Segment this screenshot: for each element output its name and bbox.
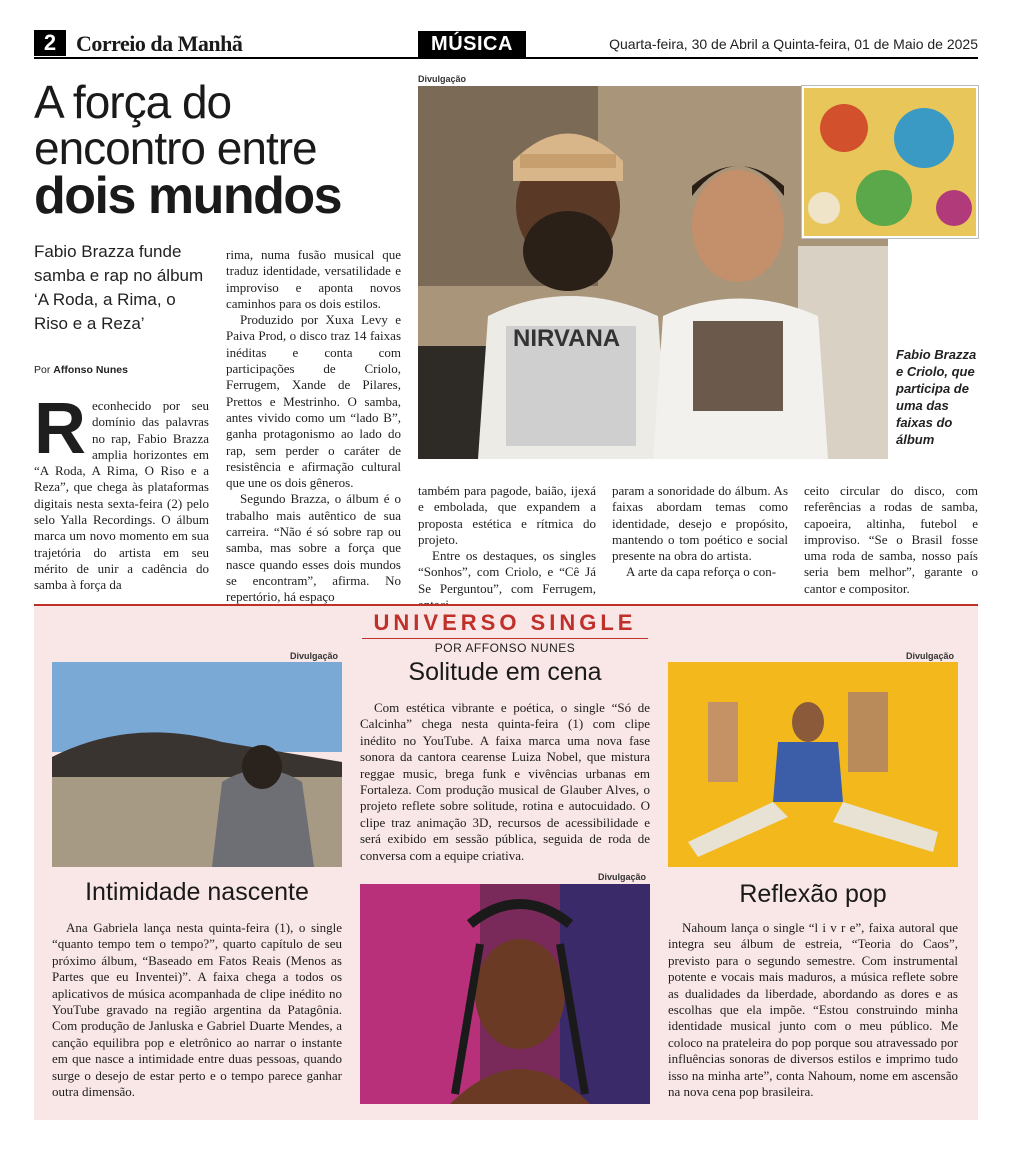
article-column-3 — [418, 483, 596, 613]
header-rule — [34, 57, 978, 59]
svg-text:NIRVANA: NIRVANA — [513, 325, 621, 352]
center-story-paragraph: Com estética vibrante e poética, o single “Só de Calcinha” chega nesta quinta-feira (1) com clipe inédito no YouTube. A faixa marca uma nova fase sonora da cantora cearense Luiza Nobel, que mistura reggae music, brega funk e vivências urbanas em Fortaleza. Com produção musical de Glauber Alves, o projeto reflete sobre solitude, rotina e autocuidado. O clipe traz animação 3D, recursos de acessibilidade e será exibido em sessão pública, seguida de roda de conversa com a equipe criativa. — [360, 700, 650, 863]
left-story-paragraph: Ana Gabriela lança nesta quinta-feira (1), o single “quanto tempo tem o tempo?”, quarto capítulo de seu próximo álbum, “Baseado em Fatos Reais (Menos as Partes que eu Inventei)”. A faixa chega a todos os aplicativos de música acompanhada de clipe inédito no YouTube gravado na região argentina da Patagônia. Com produção de Janluska e Gabriel Duarte Mendes, a canção equilibra pop e eletrônico ao narrar o instante em que nasce a intimidade entre duas pessoas, quando surge o desejo de estar perto e o tempo parece ganhar outra dimensão. — [52, 920, 342, 1100]
dropcap: R — [34, 389, 86, 469]
subheadline: Fabio Brazza funde samba e rap no álbum ‘A Roda, a Rima, o Riso e a Reza’ — [34, 242, 204, 333]
byline-author: Affonso Nunes — [53, 364, 128, 376]
universo-top-rule — [34, 604, 978, 606]
landscape-photo — [52, 662, 342, 867]
newspaper-name: Correio da Manhã — [76, 31, 243, 56]
album-cover-thumbnail — [802, 86, 978, 238]
portrait-photo — [360, 884, 650, 1104]
right-story-title: Reflexão pop — [739, 880, 887, 908]
nahoum-photo — [668, 662, 958, 867]
issue-date: Quarta-feira, 30 de Abril a Quinta-feira, 01 de Maio de 2025 — [609, 36, 978, 52]
article-paragraph: Entre os destaques, os singles “Sonhos”, com Criolo, e “Cê Já Se Perguntou”, com Ferrugem, — [418, 548, 596, 596]
universo-title-underline — [362, 638, 648, 639]
photo-credit: Divulgação — [906, 651, 955, 661]
article-paragraph: param a sonoridade do álbum. As faixas abordam temas como identidade, desejo e propósito, mantendo o tom poético e social presente na obra do artista. — [612, 483, 788, 564]
ana-gabriela-photo — [52, 662, 342, 867]
photo-credit: Divulgação — [598, 872, 647, 882]
right-story-text — [668, 920, 958, 1100]
byline — [34, 364, 128, 376]
byline-prefix: Por — [34, 364, 51, 376]
article-column-2 — [226, 247, 401, 606]
headline-line-3: dois mundos — [34, 167, 342, 225]
article-paragraph: Produzido por Xuxa Levy e Paiva Prod, o disco traz 14 faixas inéditas e conta com participações de Criolo, Ferrugem, Xande de Pilares, Prettos e Mestrinho. O samba, antes vivido como um “lado B”, ganha protagonismo ao lado do rap, sem perder o caráter de resistência e afirmação cultural que une os dois gêneros. — [226, 312, 401, 491]
article-paragraph: também para pagode, baião, ijexá e embolada, que expandem a proposta estética e rítmica do projeto. — [418, 483, 596, 547]
article-paragraph: Segundo Brazza, o álbum é o trabalho mais autêntico de sua carreira. “Não é só sobre rap ou samba, mas sobre a força que nasce quando esses dois mundos se encontram”, afirma. No repertório, há espaço — [226, 491, 401, 605]
article-paragraph: ceito circular do disco, com referências a rodas de samba, capoeira, altinha, futebol e improviso. “Se o Brasil fosse uma roda de samba, nosso país seria bem melhor”, garante o cantor e compositor. — [804, 483, 978, 596]
left-story-title: Intimidade nascente — [85, 878, 309, 906]
center-story-text — [360, 700, 650, 864]
article-column-1 — [34, 389, 209, 594]
left-story-text — [52, 920, 342, 1100]
right-story-paragraph: Nahoum lança o single “l i v r e”, faixa autoral que integra seu álbum de estreia, “Teoria do Caos”, previsto para o segundo semestre. Com instrumental potente e vocais mais maduros, a música reflete sobre as dualidades da liberdade, abordando as dores e as escolhas que ela impõe. “Estou construindo minha identidade musical junto com o meu público. Me coloco na prateleira do pop porque sou atravessado por influências sonoras de diversos estilos e imprimo tudo isso na minha arte”, conta Nahoum, nome em ascensão na nova cena pop brasileira. — [668, 920, 958, 1100]
article-column-4 — [612, 483, 788, 581]
photo-credit: Divulgação — [418, 74, 467, 84]
page-number: 2 — [34, 30, 66, 56]
luiza-nobel-photo — [360, 884, 650, 1104]
universo-title: UNIVERSO SINGLE — [373, 610, 637, 635]
photo-caption: Fabio Brazza e Criolo, que participa de uma das faixas do álbum — [896, 347, 977, 447]
album-cover-art — [804, 88, 978, 238]
article-paragraph: rima, numa fusão musical que traduz identidade, versatilidade e improviso e aponta novos caminhos para os dois estilos. — [226, 247, 401, 311]
universo-byline: POR AFFONSO NUNES — [434, 641, 576, 655]
center-story-title: Solitude em cena — [408, 658, 602, 686]
section-label: MÚSICA — [418, 31, 526, 57]
photo-credit: Divulgação — [290, 651, 339, 661]
article-column-5 — [804, 483, 978, 597]
headline-line-1: A força do — [34, 76, 232, 128]
article-paragraph: A arte da capa reforça o con- — [626, 564, 777, 580]
studio-photo — [668, 662, 958, 867]
article-paragraph: econhecido por seu domínio das palavras no rap, Fabio Brazza amplia horizontes em “A Roda, A Rima, O Riso e a Reza”, que chega às plataformas digitais nesta sexta-feira (2) pelo selo Yalla Recordings. O álbum marca um novo momento em sua trajetória do artista em seu mérito de unir a cadência do samba à força da — [34, 398, 209, 593]
headline-line-2: encontro entre — [34, 122, 317, 174]
